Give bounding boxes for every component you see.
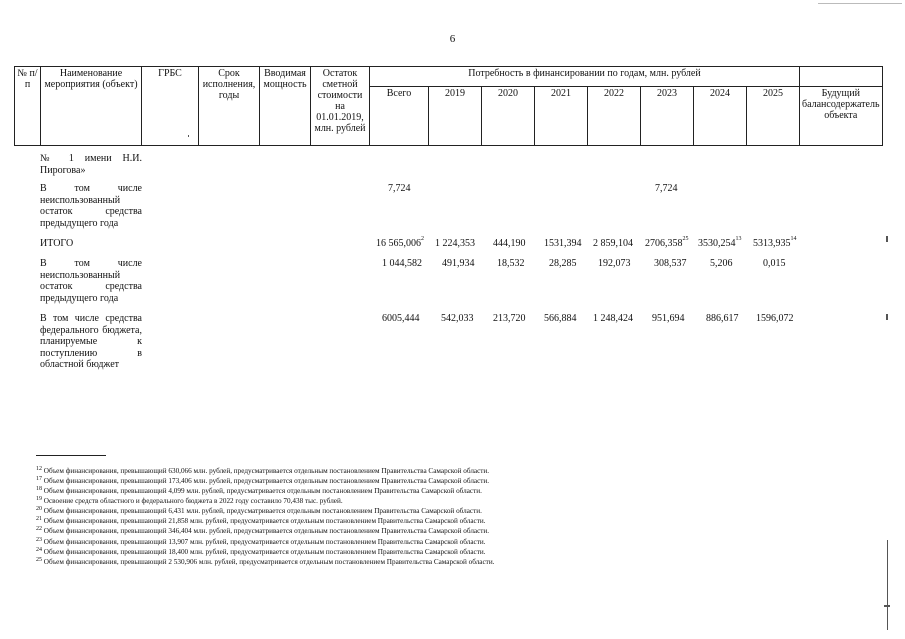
top-edge-line [818, 3, 902, 4]
scan-mark [887, 540, 888, 630]
header-year: 2020 [482, 87, 535, 146]
cell-2025: 5313,935$^{14}$ [753, 236, 797, 249]
header-holder: Будущий балансодержатель объекта [800, 87, 883, 146]
footnote: $^{24}$ Объем финансирования, превышающий 18,400 млн. рублей, предусматривается отдельным постановлением Правительства Самарской области. [36, 547, 486, 556]
cell-2025: 0,015 [763, 258, 786, 269]
cell-2019: 491,934 [442, 258, 475, 269]
header-year: 2024 [694, 87, 747, 146]
cell-2020: 18,532 [497, 258, 525, 269]
row-name: В том числе средства федерального бюджета, планируемые к поступлению в областной бюджет [40, 313, 142, 370]
row-name: № 1 имени Н.И. Пирогова» [40, 153, 142, 176]
header-term: Срок исполнения, годы [199, 67, 260, 146]
scan-mark [886, 314, 888, 320]
header-year: 2019 [429, 87, 482, 146]
footnote: $^{23}$ Объем финансирования, превышающий 13,907 млн. рублей, предусматривается отдельным постановлением Правительства Самарской области. [36, 537, 486, 546]
scan-mark [188, 135, 189, 137]
row-name: В том числе неиспользованный остаток средства предыдущего года [40, 258, 142, 304]
cell-2024: 5,206 [710, 258, 733, 269]
cell-2021: 566,884 [544, 313, 577, 324]
table-header [14, 66, 883, 146]
page-number: 6 [449, 33, 456, 45]
footnote: $^{20}$ Объем финансирования, превышающий 6,431 млн. рублей, предусматривается отдельным постановлением Правительства Самарской области. [36, 506, 482, 515]
scan-mark [886, 236, 888, 242]
cell-2020: 444,190 [493, 238, 526, 249]
footnote: $^{18}$ Объем финансирования, превышающий 4,099 млн. рублей, предусматривается отдельным постановлением Правительства Самарской области. [36, 486, 482, 495]
cell-total: 1 044,582 [382, 258, 422, 269]
header-year: 2022 [588, 87, 641, 146]
cell-total: 16 565,006$^2$ [376, 236, 424, 249]
header-holder-top [800, 67, 883, 87]
footnote: $^{22}$ Объем финансирования, превышающий 346,404 млн. рублей, предусматривается отдельным постановлением Правительства Самарской области. [36, 526, 490, 535]
header-capacity: Вводимая мощность [260, 67, 311, 146]
cell-2019: 542,033 [441, 313, 474, 324]
cell-2021: 1531,394 [544, 238, 582, 249]
footnote-separator [36, 455, 106, 456]
header-year: 2023 [641, 87, 694, 146]
footnote: $^{21}$ Объем финансирования, превышающий 21,858 млн. рублей, предусматривается отдельным постановлением Правительства Самарской области. [36, 516, 486, 525]
cell-2022: 2 859,104 [593, 238, 633, 249]
cell-total: 6005,444 [382, 313, 420, 324]
footnote: $^{19}$ Освоение средств областного и федерального бюджета в 2022 году составило 70,438 тыс. рублей. [36, 496, 343, 505]
footnote: $^{25}$ Объем финансирования, превышающий 2 530,906 млн. рублей, предусматривается отдельным постановлением Правительства Самарской области. [36, 557, 495, 566]
cell-total: 7,724 [388, 183, 411, 194]
header-num: № п/п [15, 67, 41, 146]
cell-2025: 1596,072 [756, 313, 794, 324]
footnote: $^{17}$ Объем финансирования, превышающий 173,406 млн. рублей, предусматривается отдельным постановлением Правительства Самарской области. [36, 476, 490, 485]
cell-2023: 2706,358$^{25}$ [645, 236, 689, 249]
footnote: $^{12}$ Объем финансирования, превышающий 630,066 млн. рублей, предусматривается отдельным постановлением Правительства Самарской области. [36, 466, 490, 475]
cell-2019: 1 224,353 [435, 238, 475, 249]
cell-2024: 886,617 [706, 313, 739, 324]
header-year: 2025 [747, 87, 800, 146]
cell-2024: 3530,254$^{13}$ [698, 236, 742, 249]
cell-2022: 1 248,424 [593, 313, 633, 324]
cell-2023: 951,694 [652, 313, 685, 324]
header-total: Всего [370, 87, 429, 146]
header-remainder: Остаток сметной стоимости на 01.01.2019, млн. рублей [311, 67, 370, 146]
cell-2023: 7,724 [655, 183, 678, 194]
header-year: 2021 [535, 87, 588, 146]
scan-mark [884, 605, 890, 607]
cell-2020: 213,720 [493, 313, 526, 324]
cell-2022: 192,073 [598, 258, 631, 269]
header-name: Наименование мероприятия (объект) [41, 67, 142, 146]
cell-2023: 308,537 [654, 258, 687, 269]
row-name: ИТОГО [40, 238, 74, 249]
cell-2021: 28,285 [549, 258, 577, 269]
row-name: В том числе неиспользованный остаток средства предыдущего года [40, 183, 142, 229]
header-grbs: ГРБС [142, 67, 199, 146]
header-need: Потребность в финансировании по годам, млн. рублей [370, 67, 800, 87]
